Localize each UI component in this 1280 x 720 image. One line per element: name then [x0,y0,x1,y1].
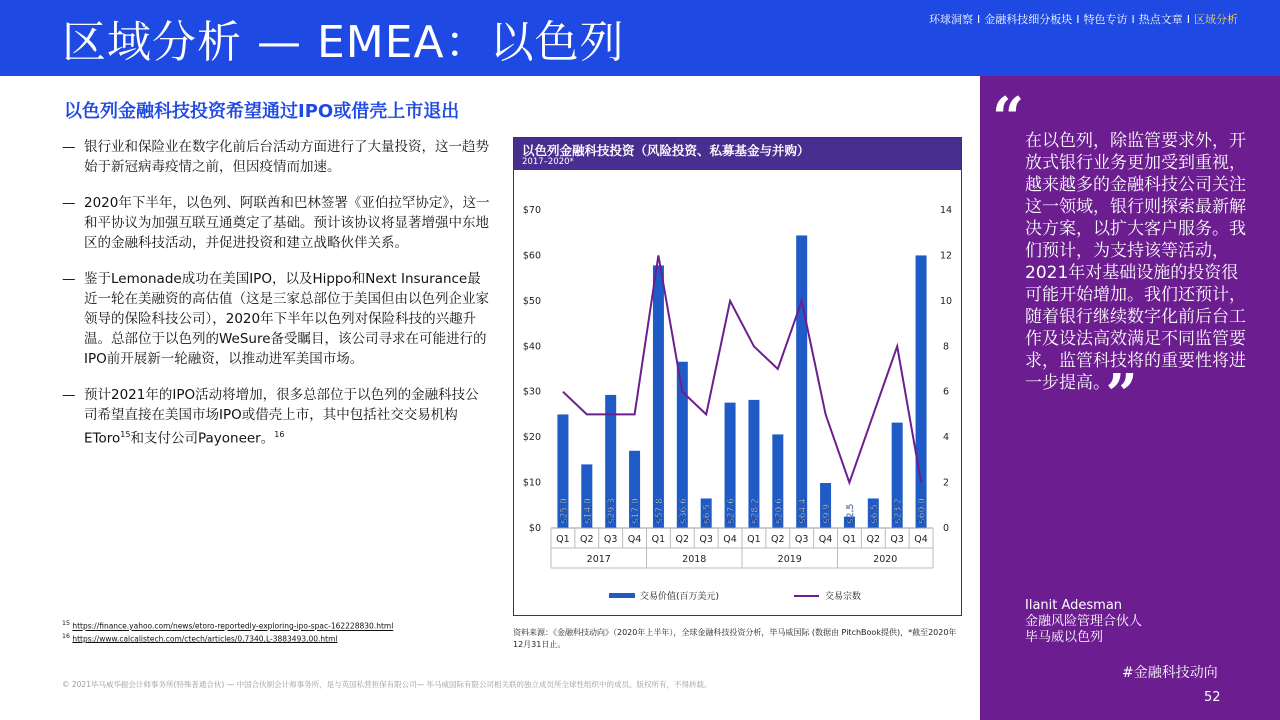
bar-value-label: $17.0 [631,498,642,524]
nav-item-articles[interactable]: 热点文章 [1138,13,1183,26]
x-tick-label: Q3 [699,534,713,545]
x-year-label: 2018 [682,554,707,565]
footnote-number: 16 [62,632,70,640]
nav-item-regional-analysis[interactable]: 区域分析 [1194,13,1238,26]
bullet-text-part: 和支付公司Payoneer。 [130,430,275,447]
bar [796,235,807,528]
quote-text-block [1025,130,1251,428]
bar-value-label: $14.0 [583,498,594,524]
bar-value-label: $9.9 [822,503,833,524]
bar-value-label: $36.6 [678,498,689,524]
x-tick-label: Q3 [890,534,904,545]
bullet-item [62,269,492,369]
bullet-dash: — [62,271,76,287]
y-right-tick-label: 10 [939,295,953,307]
y-right-tick-label: 14 [939,205,953,216]
open-quote-icon: “ [992,85,1025,151]
quote-sidebar [980,76,1280,720]
hashtag[interactable]: #金融科技动向 [1122,665,1218,681]
legend-label-count: 交易宗数 [825,592,862,602]
bar-value-label: $6.5 [869,503,880,524]
author-title: 金融风险管理合伙人 [1025,614,1143,629]
bar [653,265,664,528]
bullet-text-part: 预计2021年的IPO活动将增加，很多总部位于以色列的金融科技公司希望直接在美国市场IPO或借壳上市，其中包括社交交易机构EToro [84,387,479,447]
nav-separator: I [977,13,981,26]
x-tick-label: Q3 [603,534,618,545]
x-tick-label: Q4 [818,534,833,545]
x-tick-label: Q4 [723,534,737,545]
chart-title: 以色列金融科技投资（风险投资、私募基金与并购） [522,143,810,158]
bullet-text: 银行业和保险业在数字化前后台活动方面进行了大量投资，这一趋势始于新冠病毒疫情之前，但因疫情而加速。 [84,139,489,175]
x-tick-label: Q1 [842,534,857,545]
x-tick-label: Q1 [556,534,570,545]
y-right-tick-label: 0 [942,523,950,534]
footnote-16 [62,632,393,645]
top-nav [929,11,1238,27]
x-year-label: 2019 [777,554,802,565]
bullet-text: 鉴于Lemonade成功在美国IPO，以及Hippo和Next Insurance最近一轮在美融资的高估值（这是三家总部位于美国但由以色列企业家领导的保险科技公司），2020年下半年以色列对保险科技的兴趣升温。总部位于以色列的WeSure备受瞩目，该公司寻求在可能进行的IPO前开展新一轮融资，以推动进军美国市场。 [84,271,489,367]
bullet-list [62,137,492,465]
y-left-tick-label: $30 [522,386,541,398]
x-tick-label: Q4 [627,534,642,545]
footnote-link[interactable]: https://finance.yahoo.com/news/etoro-reportedly-exploring-ipo-spac-162228830.html [72,621,394,631]
bullet-text [84,385,492,449]
section-subtitle: 以色列金融科技投资希望通过IPO或借壳上市退出 [64,101,460,122]
bullet-item [62,137,492,177]
x-tick-label: Q3 [794,534,809,545]
y-left-tick-label: $40 [522,341,541,353]
close-quote-icon: ” [1105,362,1138,428]
footnote-link[interactable]: https://www.calcalistech.com/ctech/articles/0,7340,L-3883493,00.html [72,634,338,643]
footnote-15 [62,619,393,632]
y-right-tick-label: 8 [942,341,950,353]
y-right-tick-label: 12 [939,250,953,262]
x-tick-label: Q1 [747,534,761,545]
x-year-label: 2020 [873,554,898,565]
chart-svg [514,138,961,615]
bar-value-label: $20.6 [774,498,785,524]
chart-source: 资料来源：《金融科技动向》（2020年上半年），全球金融科技投资分析，毕马威国际 (数据由 PitchBook提供)，*截至2020年12月31日止。 [513,628,957,649]
footnote-ref-15[interactable]: 15 [120,430,131,439]
bar-value-label: $64.4 [798,498,809,524]
bar-value-label: $57.8 [654,498,665,524]
legend-swatch-bar [609,593,635,598]
chart-panel [513,137,962,616]
quote-author [1025,598,1142,646]
quote-text: 在以色列，除监管要求外，开放式银行业务更加受到重视，越来越多的金融科技公司关注这一领域，银行则探索最新解决方案，以扩大客户服务。我们预计，为支持该等活动，2021年对基础设施的投资很可能开始增加。我们还预计，随着银行继续数字化前后台工作及设法高效满足不同监管要求，监管科技将的重要性将进一步提高。 [1025,131,1246,393]
page-number: 52 [1204,690,1221,705]
bullet-dash: — [62,387,76,403]
x-tick-label: Q2 [866,534,881,545]
x-tick-label: Q4 [914,534,928,545]
bar-value-label: $6.5 [702,503,713,524]
copyright-notice: © 2021毕马威华振会计师事务所(特殊普通合伙) — 中国合伙制会计师事务所，是与英国私营担保有限公司— 毕马威国际有限公司相关联的独立成员所全球性组织中的成员。版权所有，不得转载。 [62,680,712,689]
nav-item-interviews[interactable]: 特色专访 [1083,13,1128,26]
bar-value-label: $2.5 [845,503,856,524]
footnote-ref-16[interactable]: 16 [274,430,285,439]
bar-value-label: $25.0 [559,498,570,524]
nav-item-segments[interactable]: 金融科技细分板块 [984,13,1073,26]
nav-separator: I [1131,13,1135,26]
x-tick-label: Q2 [580,534,594,545]
bar [916,255,927,528]
bullet-item [62,193,492,253]
bullet-text: 2020年下半年，以色列、阿联酋和巴林签署《亚伯拉罕协定》，这一和平协议为加强互联互通奠定了基础。预计该协议将显著增强中东地区的金融科技活动，并促进投资和建立战略伙伴关系。 [84,195,490,251]
legend-label-value: 交易价值(百万美元) [640,592,720,602]
bar-value-label: $23.2 [893,498,904,524]
bar-value-label: $29.3 [607,498,618,524]
y-left-tick-label: $0 [528,523,541,534]
nav-separator: I [1076,13,1080,26]
bar-value-label: $60.0 [917,498,928,524]
y-right-tick-label: 2 [942,477,950,489]
footnote-number: 15 [62,620,70,627]
y-left-tick-label: $50 [522,295,541,307]
bar-value-label: $28.2 [750,498,761,524]
header-bar [0,0,1280,76]
y-left-tick-label: $10 [522,477,541,489]
bullet-dash: — [62,139,76,155]
x-tick-label: Q2 [675,534,690,545]
nav-item-global-insights[interactable]: 环球洞察 [929,13,973,26]
y-left-tick-label: $20 [522,432,541,444]
nav-separator: I [1186,13,1190,26]
bar-value-label: $27.6 [726,498,737,524]
deal-count-line [563,255,921,482]
chart-subtitle: 2017–2020* [522,157,574,167]
bullet-dash: — [62,195,76,211]
x-tick-label: Q1 [651,534,666,545]
footnotes [62,619,393,644]
y-right-tick-label: 4 [942,432,950,444]
x-tick-label: Q2 [771,534,785,545]
bullet-item [62,385,492,449]
y-right-tick-label: 6 [942,386,950,398]
y-left-tick-label: $60 [522,250,541,262]
page-title: 区域分析 — EMEA：以色列 [62,17,625,68]
author-name: Ilanit Adesman [1025,598,1123,613]
author-organization: 毕马威以色列 [1025,630,1104,645]
x-year-label: 2017 [586,554,611,565]
y-left-tick-label: $70 [522,205,541,216]
